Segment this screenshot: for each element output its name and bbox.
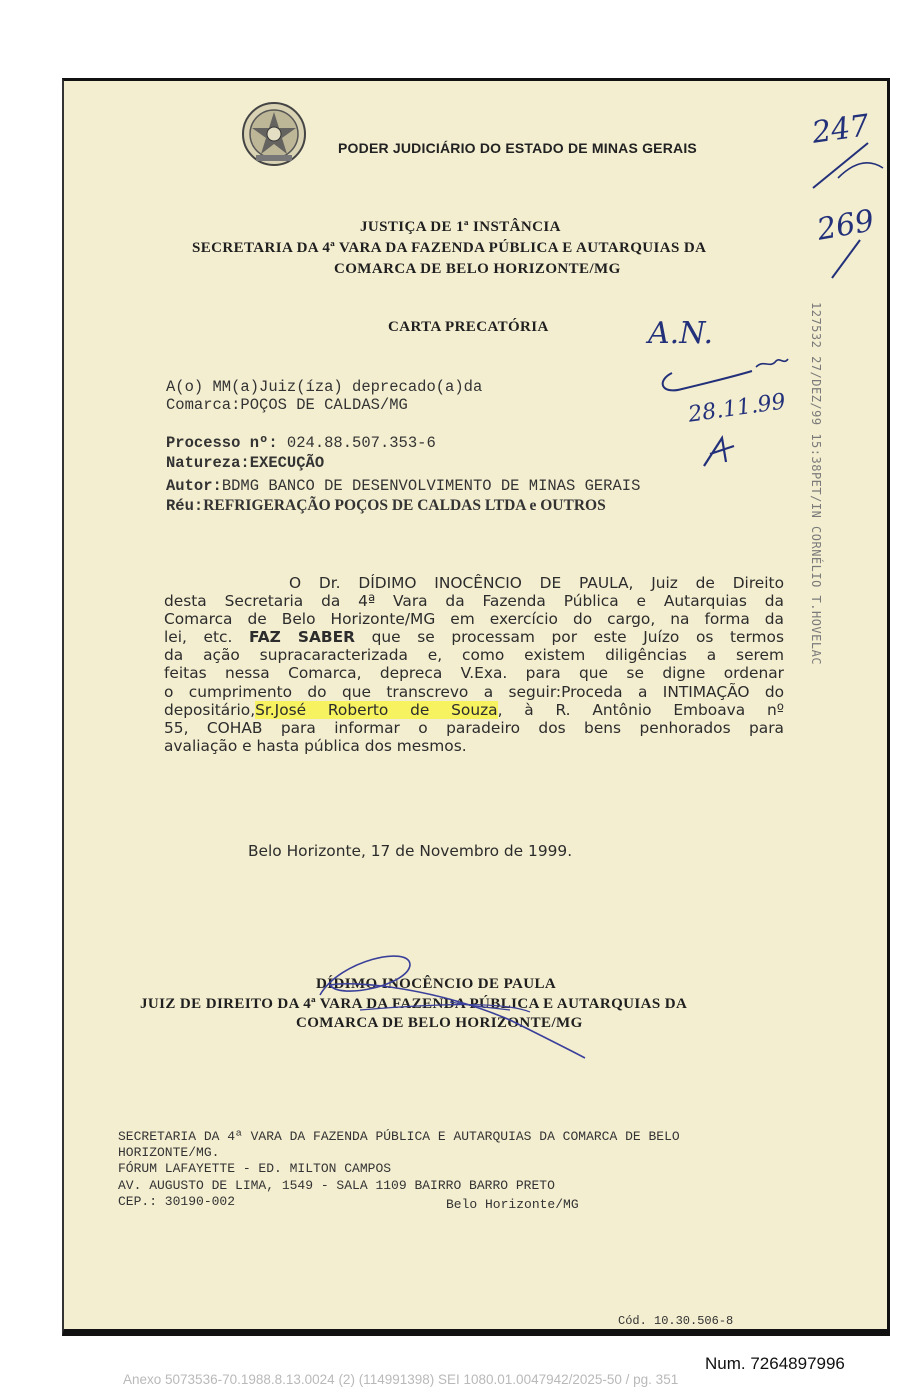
body-line: da ação supracaracterizada e, como existem diligências a serem bbox=[164, 646, 784, 665]
autor-value: BDMG BANCO DE DESENVOLVIMENTO DE MINAS GERAIS bbox=[221, 477, 641, 495]
processo-label: Processo nº: bbox=[166, 434, 278, 452]
body-line: avaliação e hasta pública dos mesmos. bbox=[164, 736, 467, 755]
reu-line bbox=[166, 497, 606, 515]
header-line-1: JUSTIÇA DE 1ª INSTÂNCIA bbox=[360, 219, 561, 235]
addressee-line-2: Comarca:POÇOS DE CALDAS/MG bbox=[166, 396, 408, 414]
body-line: desta Secretaria da 4ª Vara da Fazenda Pública e Autarquias da bbox=[164, 592, 784, 611]
handwritten-signature-icon bbox=[300, 940, 600, 1065]
annex-reference: Anexo 5073536-70.1988.8.13.0024 (2) (114991398) SEI 1080.01.0047942/2025-50 / pg. 351 bbox=[123, 1372, 679, 1387]
protocol-stamp: 127532 27/DEZ/99 15:38PET/IN CORNÉLIO T.HOVELAC bbox=[809, 302, 823, 666]
body-line: feitas nessa Comarca, depreca V.Exa. para que se digne ordenar bbox=[164, 664, 784, 683]
document-number: Num. 7264897996 bbox=[705, 1354, 845, 1373]
body-line: depositário,Sr.José Roberto de Souza, à R. Antônio Emboava nº bbox=[164, 700, 784, 719]
coat-of-arms-icon bbox=[240, 100, 308, 168]
body-line: 55, COHAB para informar o paradeiro dos bens penhorados para bbox=[164, 718, 784, 737]
highlighted-name: Sr.José Roberto de Souza bbox=[255, 700, 498, 719]
document-title: CARTA PRECATÓRIA bbox=[388, 319, 549, 335]
date-line: Belo Horizonte, 17 de Novembro de 1999. bbox=[248, 842, 573, 860]
footer-line-5: CEP.: 30190-002 bbox=[118, 1194, 236, 1209]
handwritten-date: 28.11.99 bbox=[686, 389, 788, 428]
document-code: Cód. 10.30.506-8 bbox=[618, 1314, 734, 1328]
autor-line bbox=[166, 477, 640, 495]
footer-line-4: AV. AUGUSTO DE LIMA, 1549 - SALA 1109 BAIRRO BARRO PRETO bbox=[118, 1178, 555, 1193]
processo-line bbox=[166, 434, 436, 452]
footer-city: Belo Horizonte/MG bbox=[446, 1197, 579, 1212]
body-line: O Dr. DÍDIMO INOCÊNCIO DE PAULA, Juiz de Direito bbox=[289, 574, 784, 592]
natureza-value: EXECUÇÃO bbox=[249, 454, 325, 472]
reu-label: Réu: bbox=[166, 497, 204, 515]
addressee-line-1: A(o) MM(a)Juiz(íza) deprecado(a)da bbox=[166, 378, 483, 396]
handwritten-page-number-1: 247 bbox=[809, 108, 872, 151]
signatory-name: DÍDIMO INOCÊNCIO DE PAULA bbox=[316, 976, 557, 992]
natureza-label: Natureza: bbox=[166, 454, 250, 472]
handwritten-slash-icon bbox=[820, 238, 870, 283]
body-line: Comarca de Belo Horizonte/MG em exercício do cargo, na forma da bbox=[164, 610, 784, 629]
strikethrough-icon bbox=[808, 138, 888, 198]
handwritten-initials: A.N. bbox=[648, 316, 714, 351]
footer-line-1: SECRETARIA DA 4ª VARA DA FAZENDA PÚBLICA E AUTARQUIAS DA COMARCA DE BELO bbox=[118, 1129, 680, 1144]
autor-label: Autor: bbox=[166, 477, 222, 495]
reu-value: REFRIGERAÇÃO POÇOS DE CALDAS LTDA e OUTROS bbox=[203, 497, 606, 514]
header-line-2: SECRETARIA DA 4ª VARA DA FAZENDA PÚBLICA E AUTARQUIAS DA bbox=[192, 240, 707, 256]
body-line: o cumprimento do que transcrevo a seguir:Proceda a INTIMAÇÃO do bbox=[164, 682, 784, 701]
faz-saber: FAZ SABER bbox=[249, 628, 356, 647]
processo-value: 024.88.507.353-6 bbox=[277, 434, 436, 452]
handwritten-mark-icon bbox=[700, 432, 740, 472]
footer-line-2: HORIZONTE/MG. bbox=[118, 1145, 220, 1160]
header-line-3: COMARCA DE BELO HORIZONTE/MG bbox=[334, 261, 621, 277]
handwritten-page-number-2: 269 bbox=[814, 203, 877, 248]
body-line: lei, etc. FAZ SABER que se processam por este Juízo os termos bbox=[164, 628, 784, 647]
court-name: PODER JUDICIÁRIO DO ESTADO DE MINAS GERAIS bbox=[338, 140, 697, 156]
signatory-title-2: COMARCA DE BELO HORIZONTE/MG bbox=[296, 1015, 583, 1031]
natureza-line bbox=[166, 454, 324, 472]
body-paragraph bbox=[164, 574, 784, 755]
footer-line-3: FÓRUM LAFAYETTE - ED. MILTON CAMPOS bbox=[118, 1161, 392, 1176]
signatory-title-1: JUIZ DE DIREITO DA 4ª VARA DA FAZENDA PÚBLICA E AUTARQUIAS DA bbox=[140, 996, 688, 1012]
